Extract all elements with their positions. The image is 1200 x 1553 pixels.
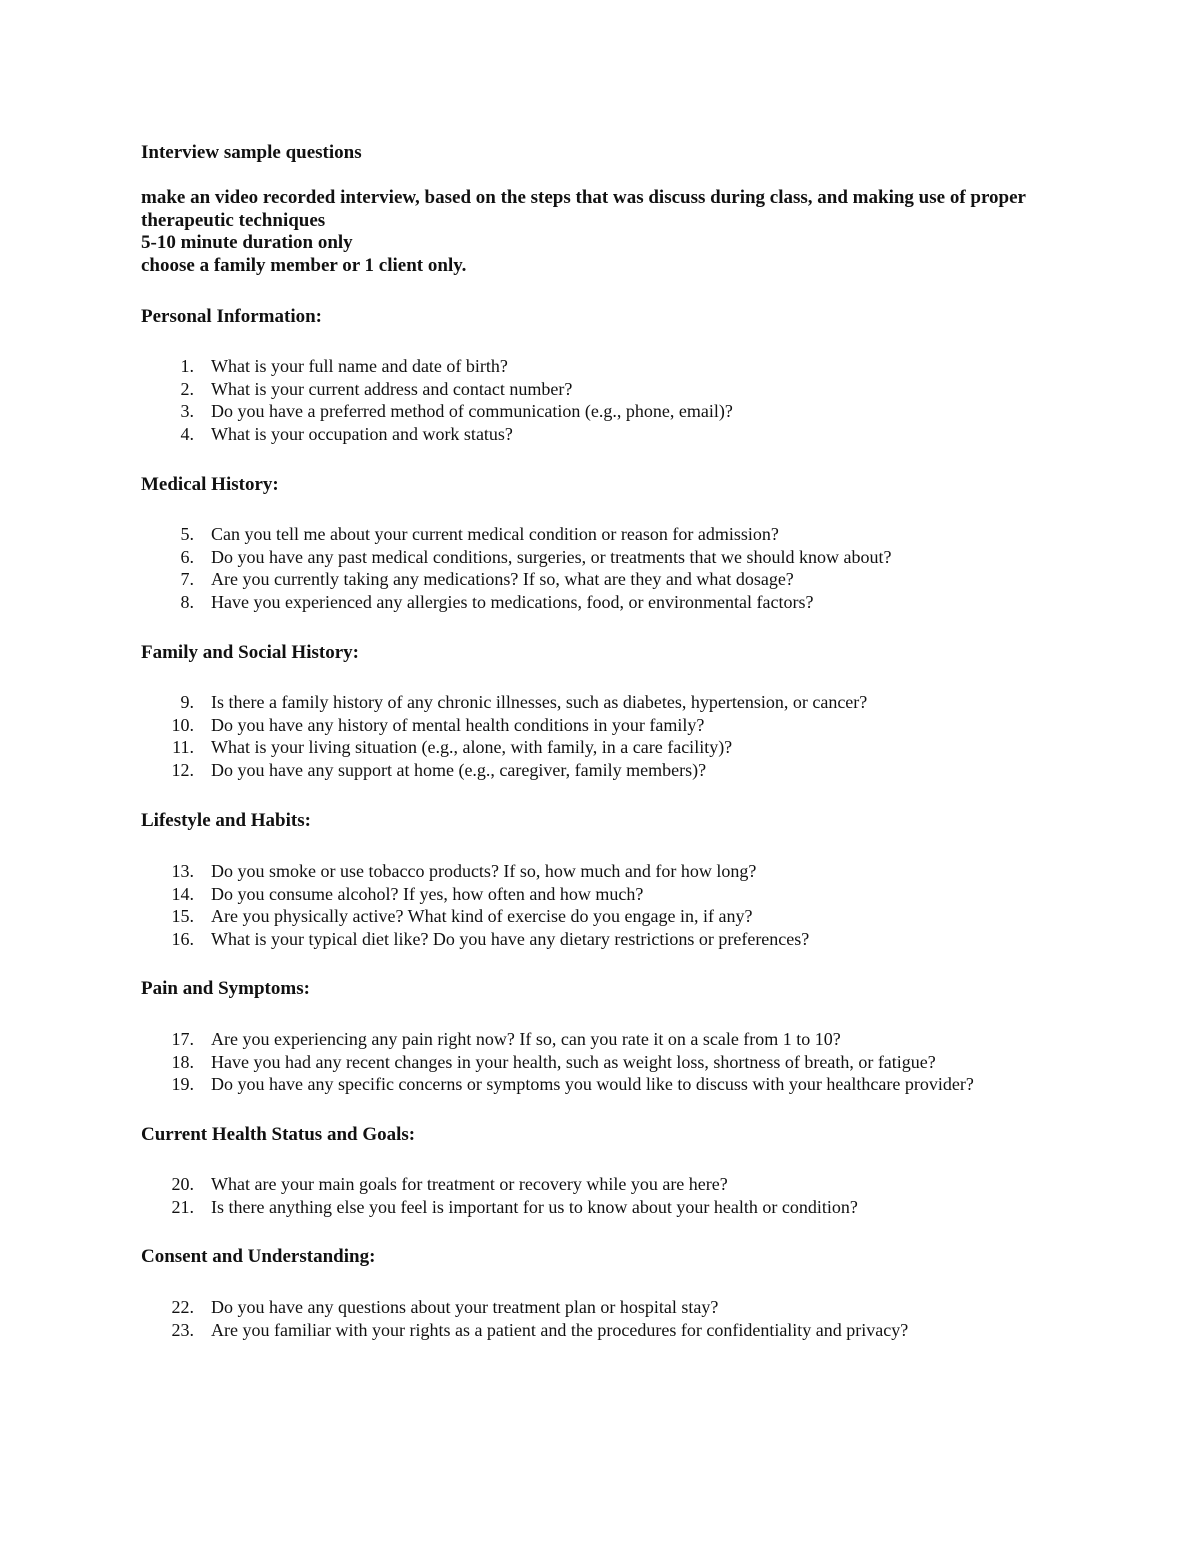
question-number: 23. — [171, 1319, 194, 1340]
question-text: Are you familiar with your rights as a patient and the procedures for confidentiality and privacy? — [211, 1319, 909, 1340]
question-text: Do you consume alcohol? If yes, how often and how much? — [211, 883, 644, 904]
question-number: 16. — [171, 928, 194, 949]
question-text: Do you have any support at home (e.g., caregiver, family members)? — [211, 759, 707, 780]
question-number: 15. — [171, 906, 194, 926]
question-text: Are you experiencing any pain right now? If so, can you rate it on a scale from 1 to 10? — [211, 1029, 841, 1049]
section-heading-health-status-goals: Current Health Status and Goals: — [141, 1124, 416, 1145]
instruction-line: choose a family member or 1 client only. — [141, 254, 467, 276]
question-number: 1. — [180, 356, 194, 376]
question-text: Can you tell me about your current medical condition or reason for admission? — [211, 524, 779, 544]
question-number: 22. — [171, 1297, 194, 1317]
question-number: 4. — [180, 423, 194, 444]
question-number: 19. — [171, 1074, 194, 1094]
question-number: 3. — [180, 401, 194, 421]
question-text: What are your main goals for treatment or recovery while you are here? — [211, 1174, 728, 1194]
question-number: 9. — [180, 692, 194, 712]
question-number: 10. — [171, 714, 194, 735]
question-text: Is there anything else you feel is important for us to know about your health or condition? — [211, 1196, 858, 1217]
question-number: 2. — [180, 378, 194, 399]
question-number: 7. — [180, 569, 194, 589]
question-number: 11. — [172, 737, 194, 757]
instruction-line: 5-10 minute duration only — [141, 232, 353, 253]
question-number: 12. — [171, 759, 194, 780]
question-text: Do you have any specific concerns or symptoms you would like to discuss with your healthcare provider? — [211, 1074, 974, 1094]
question-text: Do you smoke or use tobacco products? If so, how much and for how long? — [211, 861, 757, 881]
section-heading-personal-information: Personal Information: — [141, 306, 323, 327]
question-text: Are you physically active? What kind of exercise do you engage in, if any? — [211, 906, 753, 926]
instruction-line: therapeutic techniques — [141, 209, 326, 231]
instructions-block — [141, 187, 1071, 277]
section-heading-family-social-history: Family and Social History: — [141, 642, 359, 663]
document-title: Interview sample questions — [141, 142, 362, 163]
question-number: 17. — [171, 1029, 194, 1049]
question-text: What is your full name and date of birth? — [211, 356, 508, 376]
instruction-line: make an video recorded interview, based on the steps that was discuss during class, and making use of proper — [141, 187, 1026, 208]
question-number: 21. — [171, 1196, 194, 1217]
section-heading-pain-symptoms: Pain and Symptoms: — [141, 978, 310, 999]
question-number: 14. — [171, 883, 194, 904]
question-text: Do you have any past medical conditions, surgeries, or treatments that we should know about? — [211, 546, 892, 567]
question-number: 20. — [171, 1174, 194, 1194]
question-text: Have you experienced any allergies to medications, food, or environmental factors? — [211, 591, 814, 612]
question-text: Are you currently taking any medications? If so, what are they and what dosage? — [211, 569, 794, 589]
question-text: Have you had any recent changes in your health, such as weight loss, shortness of breath, or fatigue? — [211, 1051, 936, 1072]
question-text: Do you have any history of mental health conditions in your family? — [211, 714, 705, 735]
question-text: What is your current address and contact number? — [211, 378, 573, 399]
section-heading-lifestyle-habits: Lifestyle and Habits: — [141, 810, 311, 831]
question-number: 8. — [180, 591, 194, 612]
question-text: What is your occupation and work status? — [211, 423, 513, 444]
question-text: What is your typical diet like? Do you have any dietary restrictions or preferences? — [211, 928, 810, 949]
section-heading-consent-understanding: Consent and Understanding: — [141, 1246, 376, 1267]
question-text: What is your living situation (e.g., alone, with family, in a care facility)? — [211, 737, 733, 757]
question-number: 18. — [171, 1051, 194, 1072]
question-text: Do you have any questions about your treatment plan or hospital stay? — [211, 1297, 719, 1317]
question-number: 5. — [180, 524, 194, 544]
question-text: Is there a family history of any chronic illnesses, such as diabetes, hypertension, or cancer? — [211, 692, 868, 712]
section-heading-medical-history: Medical History: — [141, 474, 279, 495]
question-number: 6. — [180, 546, 194, 567]
question-number: 13. — [171, 861, 194, 881]
question-text: Do you have a preferred method of communication (e.g., phone, email)? — [211, 401, 733, 421]
